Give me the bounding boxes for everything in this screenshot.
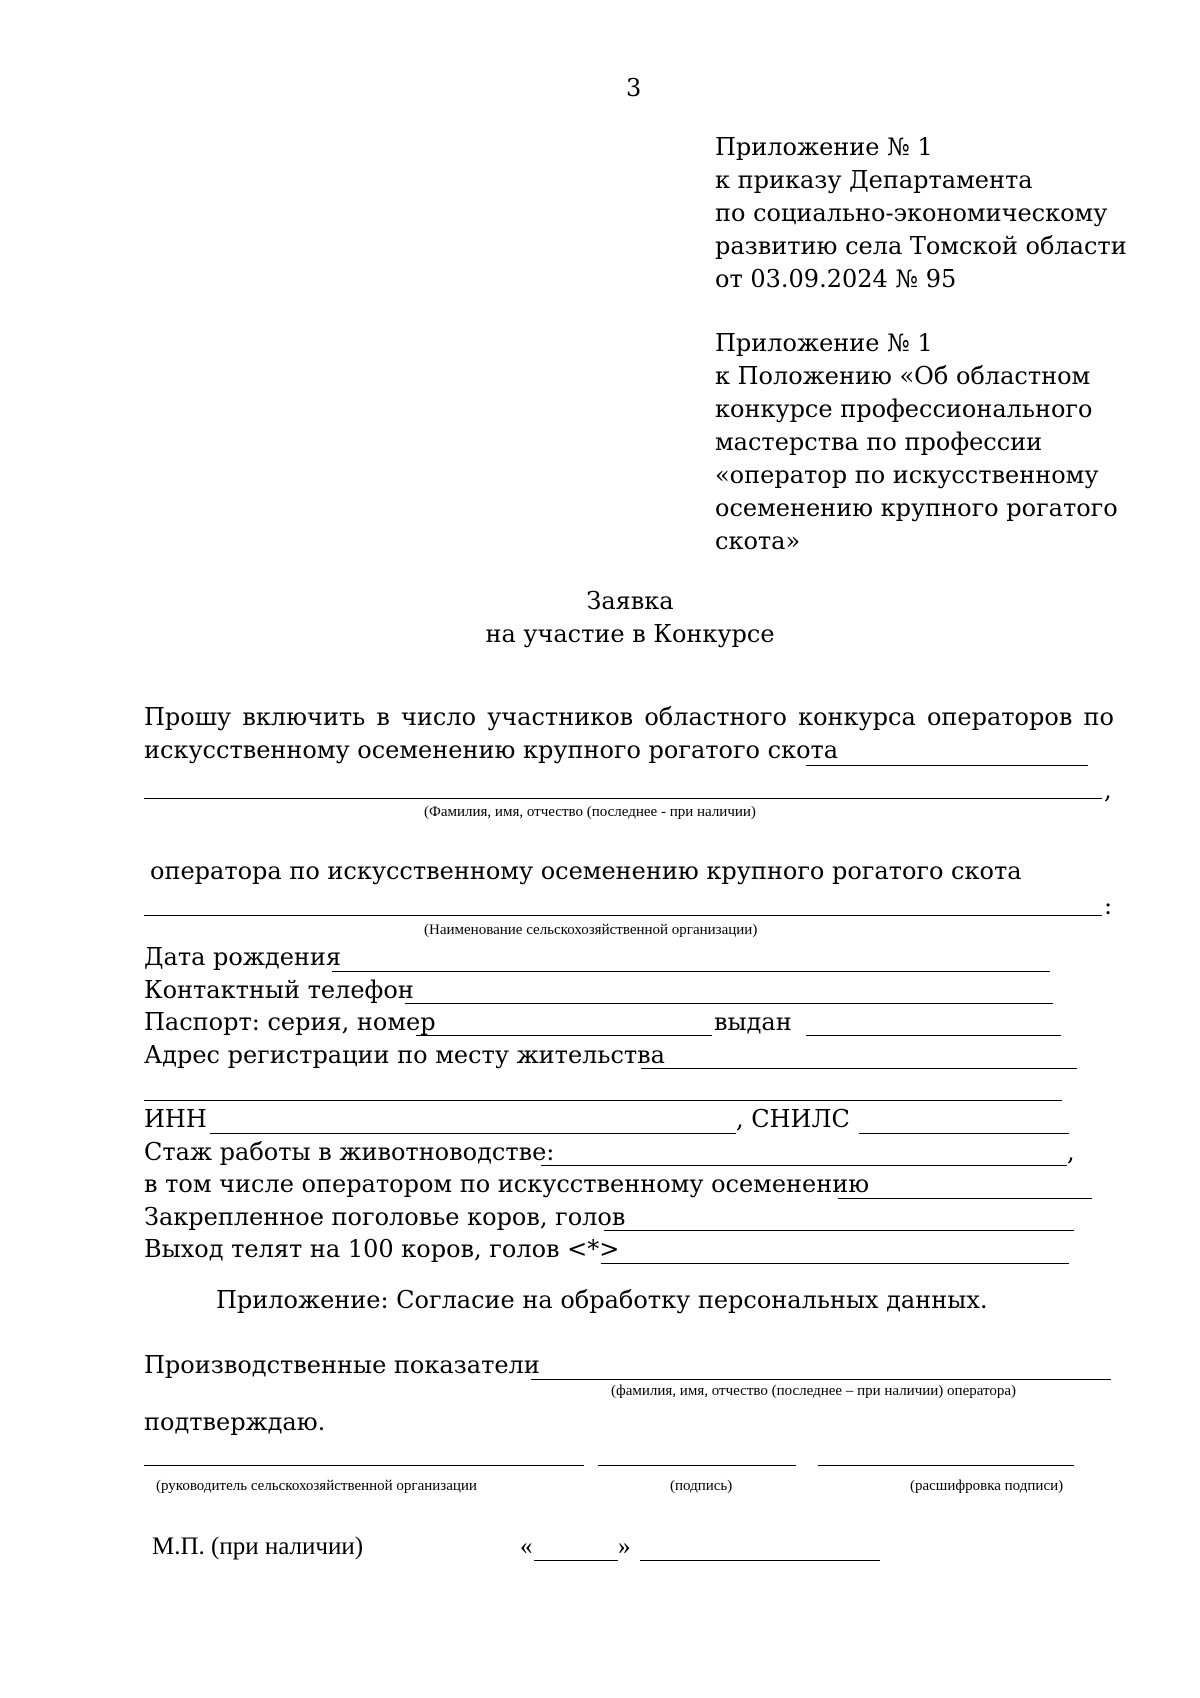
address-blank-2[interactable] <box>144 1100 1062 1101</box>
page-number: 3 <box>626 74 642 102</box>
appendix-2-line: осеменению крупного рогатого <box>715 494 1118 522</box>
appendix-2-block <box>715 327 1118 558</box>
attachment-note: Приложение: Согласие на обработку персональных данных. <box>216 1286 988 1314</box>
herd-label: Закрепленное поголовье коров, голов <box>144 1203 626 1231</box>
appendix-1-line: по социально-экономическому <box>715 199 1108 227</box>
experience-comma: , <box>1067 1138 1075 1166</box>
request-word: число <box>401 703 477 731</box>
request-word: операторов <box>926 703 1073 731</box>
appendix-1-block <box>715 131 1127 296</box>
experience-operator-label: в том числе оператором по искусственному осеменению <box>144 1170 870 1198</box>
birth-date-blank[interactable] <box>332 971 1050 972</box>
request-word: по <box>1083 703 1114 731</box>
appendix-2-line: конкурсе профессионального <box>715 395 1093 423</box>
passport-label: Паспорт: серия, номер <box>144 1008 436 1036</box>
fio-blank-1[interactable] <box>806 765 1088 766</box>
date-quote-open: « <box>520 1533 533 1560</box>
appendix-1-line: Приложение № 1 <box>715 133 933 161</box>
appendix-1-line: к приказу Департамента <box>715 166 1033 194</box>
calves-blank[interactable] <box>601 1263 1069 1264</box>
request-word: Прошу <box>144 703 232 731</box>
date-month-year-blank[interactable] <box>640 1560 880 1561</box>
operator-line: оператора по искусственному осеменению крупного рогатого скота <box>150 857 1022 885</box>
inn-label: ИНН <box>144 1105 207 1133</box>
fio-comma: , <box>1104 776 1112 804</box>
document-title: Заявка <box>586 587 674 615</box>
organization-caption: (Наименование сельскохозяйственной организации) <box>424 922 758 938</box>
document-subtitle: на участие в Конкурсе <box>485 620 775 648</box>
head-blank[interactable] <box>144 1465 584 1466</box>
indicators-blank[interactable] <box>531 1379 1111 1380</box>
herd-blank[interactable] <box>604 1230 1074 1231</box>
appendix-1-line: от 03.09.2024 № 95 <box>715 265 957 293</box>
passport-issued-blank[interactable] <box>806 1035 1061 1036</box>
address-blank-1[interactable] <box>641 1068 1077 1069</box>
request-word: в <box>376 703 390 731</box>
snils-blank[interactable] <box>859 1133 1069 1134</box>
request-line-2: искусственному осеменению крупного рогатого скота <box>144 736 839 764</box>
date-day-blank[interactable] <box>534 1560 618 1561</box>
signature-caption: (подпись) <box>670 1478 733 1494</box>
experience-blank[interactable] <box>541 1165 1067 1166</box>
appendix-2-line: мастерства по профессии <box>715 428 1043 456</box>
date-quote-close: » <box>618 1533 631 1560</box>
fio-caption: (Фамилия, имя, отчество (последнее - при наличии) <box>424 804 756 820</box>
decode-caption: (расшифровка подписи) <box>910 1478 1064 1494</box>
appendix-2-line: к Положению «Об областном <box>715 362 1091 390</box>
birth-date-label: Дата рождения <box>144 943 342 971</box>
passport-number-blank[interactable] <box>416 1035 712 1036</box>
phone-blank[interactable] <box>405 1003 1053 1004</box>
indicators-caption: (фамилия, имя, отчество (последнее – при наличии) оператора) <box>611 1383 1017 1399</box>
experience-operator-blank[interactable] <box>838 1198 1092 1199</box>
signature-blank[interactable] <box>598 1465 796 1466</box>
experience-label: Стаж работы в животноводстве: <box>144 1138 555 1166</box>
inn-blank[interactable] <box>210 1133 736 1134</box>
appendix-2-line: Приложение № 1 <box>715 329 933 357</box>
indicators-label: Производственные показатели <box>144 1351 540 1379</box>
signature-decode-blank[interactable] <box>818 1465 1074 1466</box>
request-word: конкурса <box>798 703 916 731</box>
passport-issued-label: выдан <box>714 1008 792 1036</box>
request-word: включить <box>242 703 366 731</box>
appendix-2-line: «оператор по искусственному <box>715 461 1099 489</box>
request-word: участников <box>487 703 634 731</box>
organization-colon: : <box>1104 892 1113 920</box>
request-line-1 <box>144 701 1114 734</box>
head-caption: (руководитель сельскохозяйственной организации <box>156 1478 477 1494</box>
request-word: областного <box>644 703 787 731</box>
confirm-text: подтверждаю. <box>144 1408 326 1436</box>
appendix-2-line: скота» <box>715 527 801 555</box>
stamp-label: М.П. (при наличии) <box>152 1533 364 1560</box>
phone-label: Контактный телефон <box>144 976 414 1004</box>
fio-blank-2[interactable] <box>144 798 1102 799</box>
organization-blank[interactable] <box>144 915 1102 916</box>
address-label: Адрес регистрации по месту жительства <box>144 1041 665 1069</box>
snils-label: , СНИЛС <box>736 1105 850 1133</box>
calves-label: Выход телят на 100 коров, голов <*> <box>144 1235 620 1263</box>
appendix-1-line: развитию села Томской области <box>715 232 1127 260</box>
